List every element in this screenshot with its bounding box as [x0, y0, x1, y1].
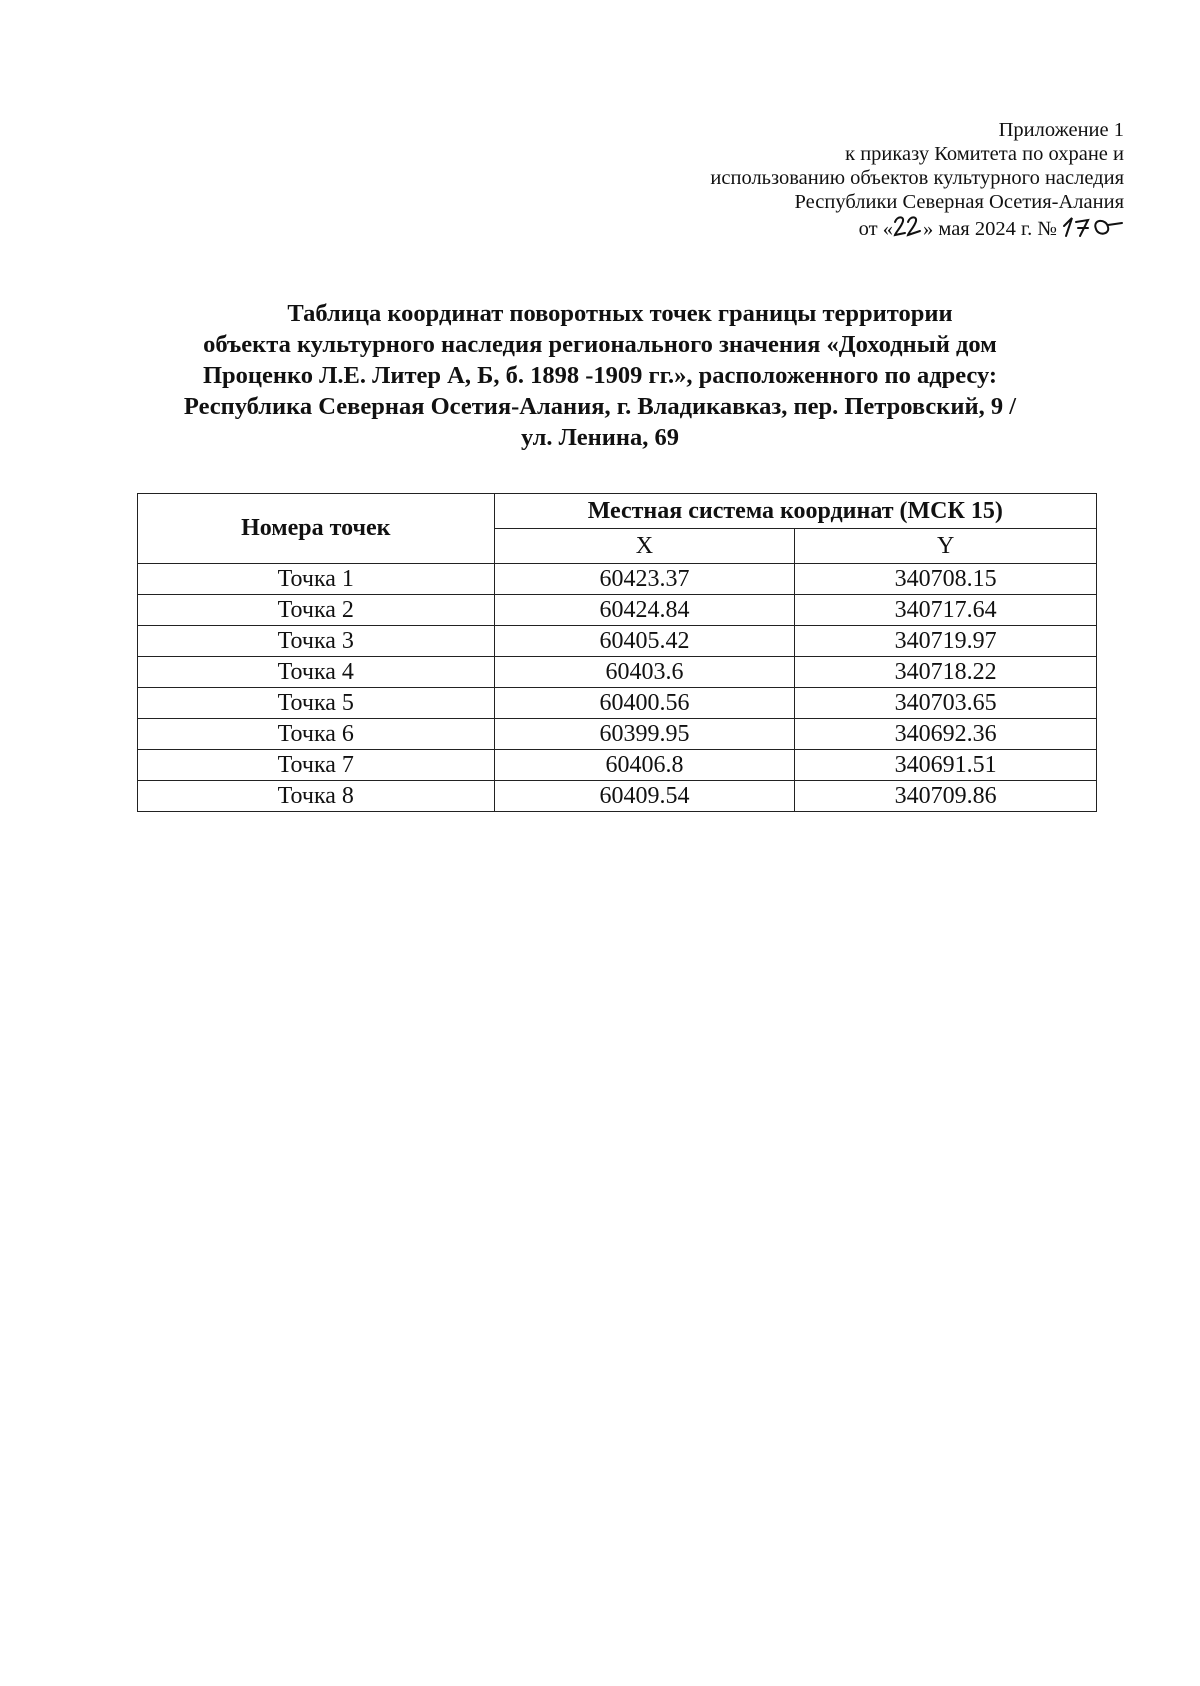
annex-line-1: Приложение 1	[998, 119, 1124, 141]
x-cell: 60403.6	[494, 657, 795, 688]
header-y: Y	[795, 529, 1097, 564]
y-cell: 340692.36	[795, 719, 1097, 750]
title-line-2: объекта культурного наследия регионального значения «Доходный дом	[203, 331, 997, 358]
header-coordinate-system: Местная система координат (МСК 15)	[494, 494, 1096, 529]
annex-header	[564, 118, 1124, 241]
point-cell: Точка 4	[138, 657, 495, 688]
table-body	[138, 564, 1097, 812]
y-cell: 340703.65	[795, 688, 1097, 719]
table-row	[138, 688, 1097, 719]
point-cell: Точка 6	[138, 719, 495, 750]
table-row	[138, 781, 1097, 812]
table-row	[138, 564, 1097, 595]
title-line-4: Республика Северная Осетия-Алания, г. Владикавказ, пер. Петровский, 9 /	[183, 393, 1017, 420]
x-cell: 60409.54	[494, 781, 795, 812]
x-cell: 60399.95	[494, 719, 795, 750]
x-cell: 60405.42	[494, 626, 795, 657]
point-cell: Точка 8	[138, 781, 495, 812]
y-cell: 340708.15	[795, 564, 1097, 595]
annex-date-line	[564, 214, 1124, 241]
annex-line-4: Республики Северная Осетия-Алания	[794, 191, 1124, 213]
point-cell: Точка 5	[138, 688, 495, 719]
y-cell: 340717.64	[795, 595, 1097, 626]
x-cell: 60400.56	[494, 688, 795, 719]
table-row	[138, 719, 1097, 750]
handwritten-day-icon	[893, 214, 923, 238]
header-x: X	[494, 529, 795, 564]
x-cell: 60406.8	[494, 750, 795, 781]
point-cell: Точка 2	[138, 595, 495, 626]
table-row	[138, 626, 1097, 657]
y-cell: 340691.51	[795, 750, 1097, 781]
title-line-1: Таблица координат поворотных точек границы территории	[287, 300, 953, 327]
handwritten-order-number	[1062, 214, 1124, 238]
y-cell: 340718.22	[795, 657, 1097, 688]
handwritten-number-icon	[1062, 214, 1124, 238]
point-cell: Точка 3	[138, 626, 495, 657]
point-cell: Точка 1	[138, 564, 495, 595]
document-title	[140, 298, 1060, 453]
header-point-numbers: Номера точек	[138, 494, 495, 564]
table-row	[138, 750, 1097, 781]
annex-line-2: к приказу Комитета по охране и	[845, 143, 1124, 165]
date-suffix: » мая 2024 г. №	[922, 218, 1057, 240]
date-prefix: от «	[858, 218, 893, 240]
x-cell: 60424.84	[494, 595, 795, 626]
y-cell: 340719.97	[795, 626, 1097, 657]
title-line-5: ул. Ленина, 69	[521, 424, 679, 451]
point-cell: Точка 7	[138, 750, 495, 781]
handwritten-day	[893, 214, 923, 238]
y-cell: 340709.86	[795, 781, 1097, 812]
title-line-3: Проценко Л.Е. Литер А, Б, б. 1898 -1909 гг.», расположенного по адресу:	[202, 362, 998, 389]
annex-line-3: использованию объектов культурного наследия	[710, 167, 1124, 189]
table-row	[138, 657, 1097, 688]
x-cell: 60423.37	[494, 564, 795, 595]
coordinates-table	[137, 493, 1097, 812]
table-row	[138, 595, 1097, 626]
